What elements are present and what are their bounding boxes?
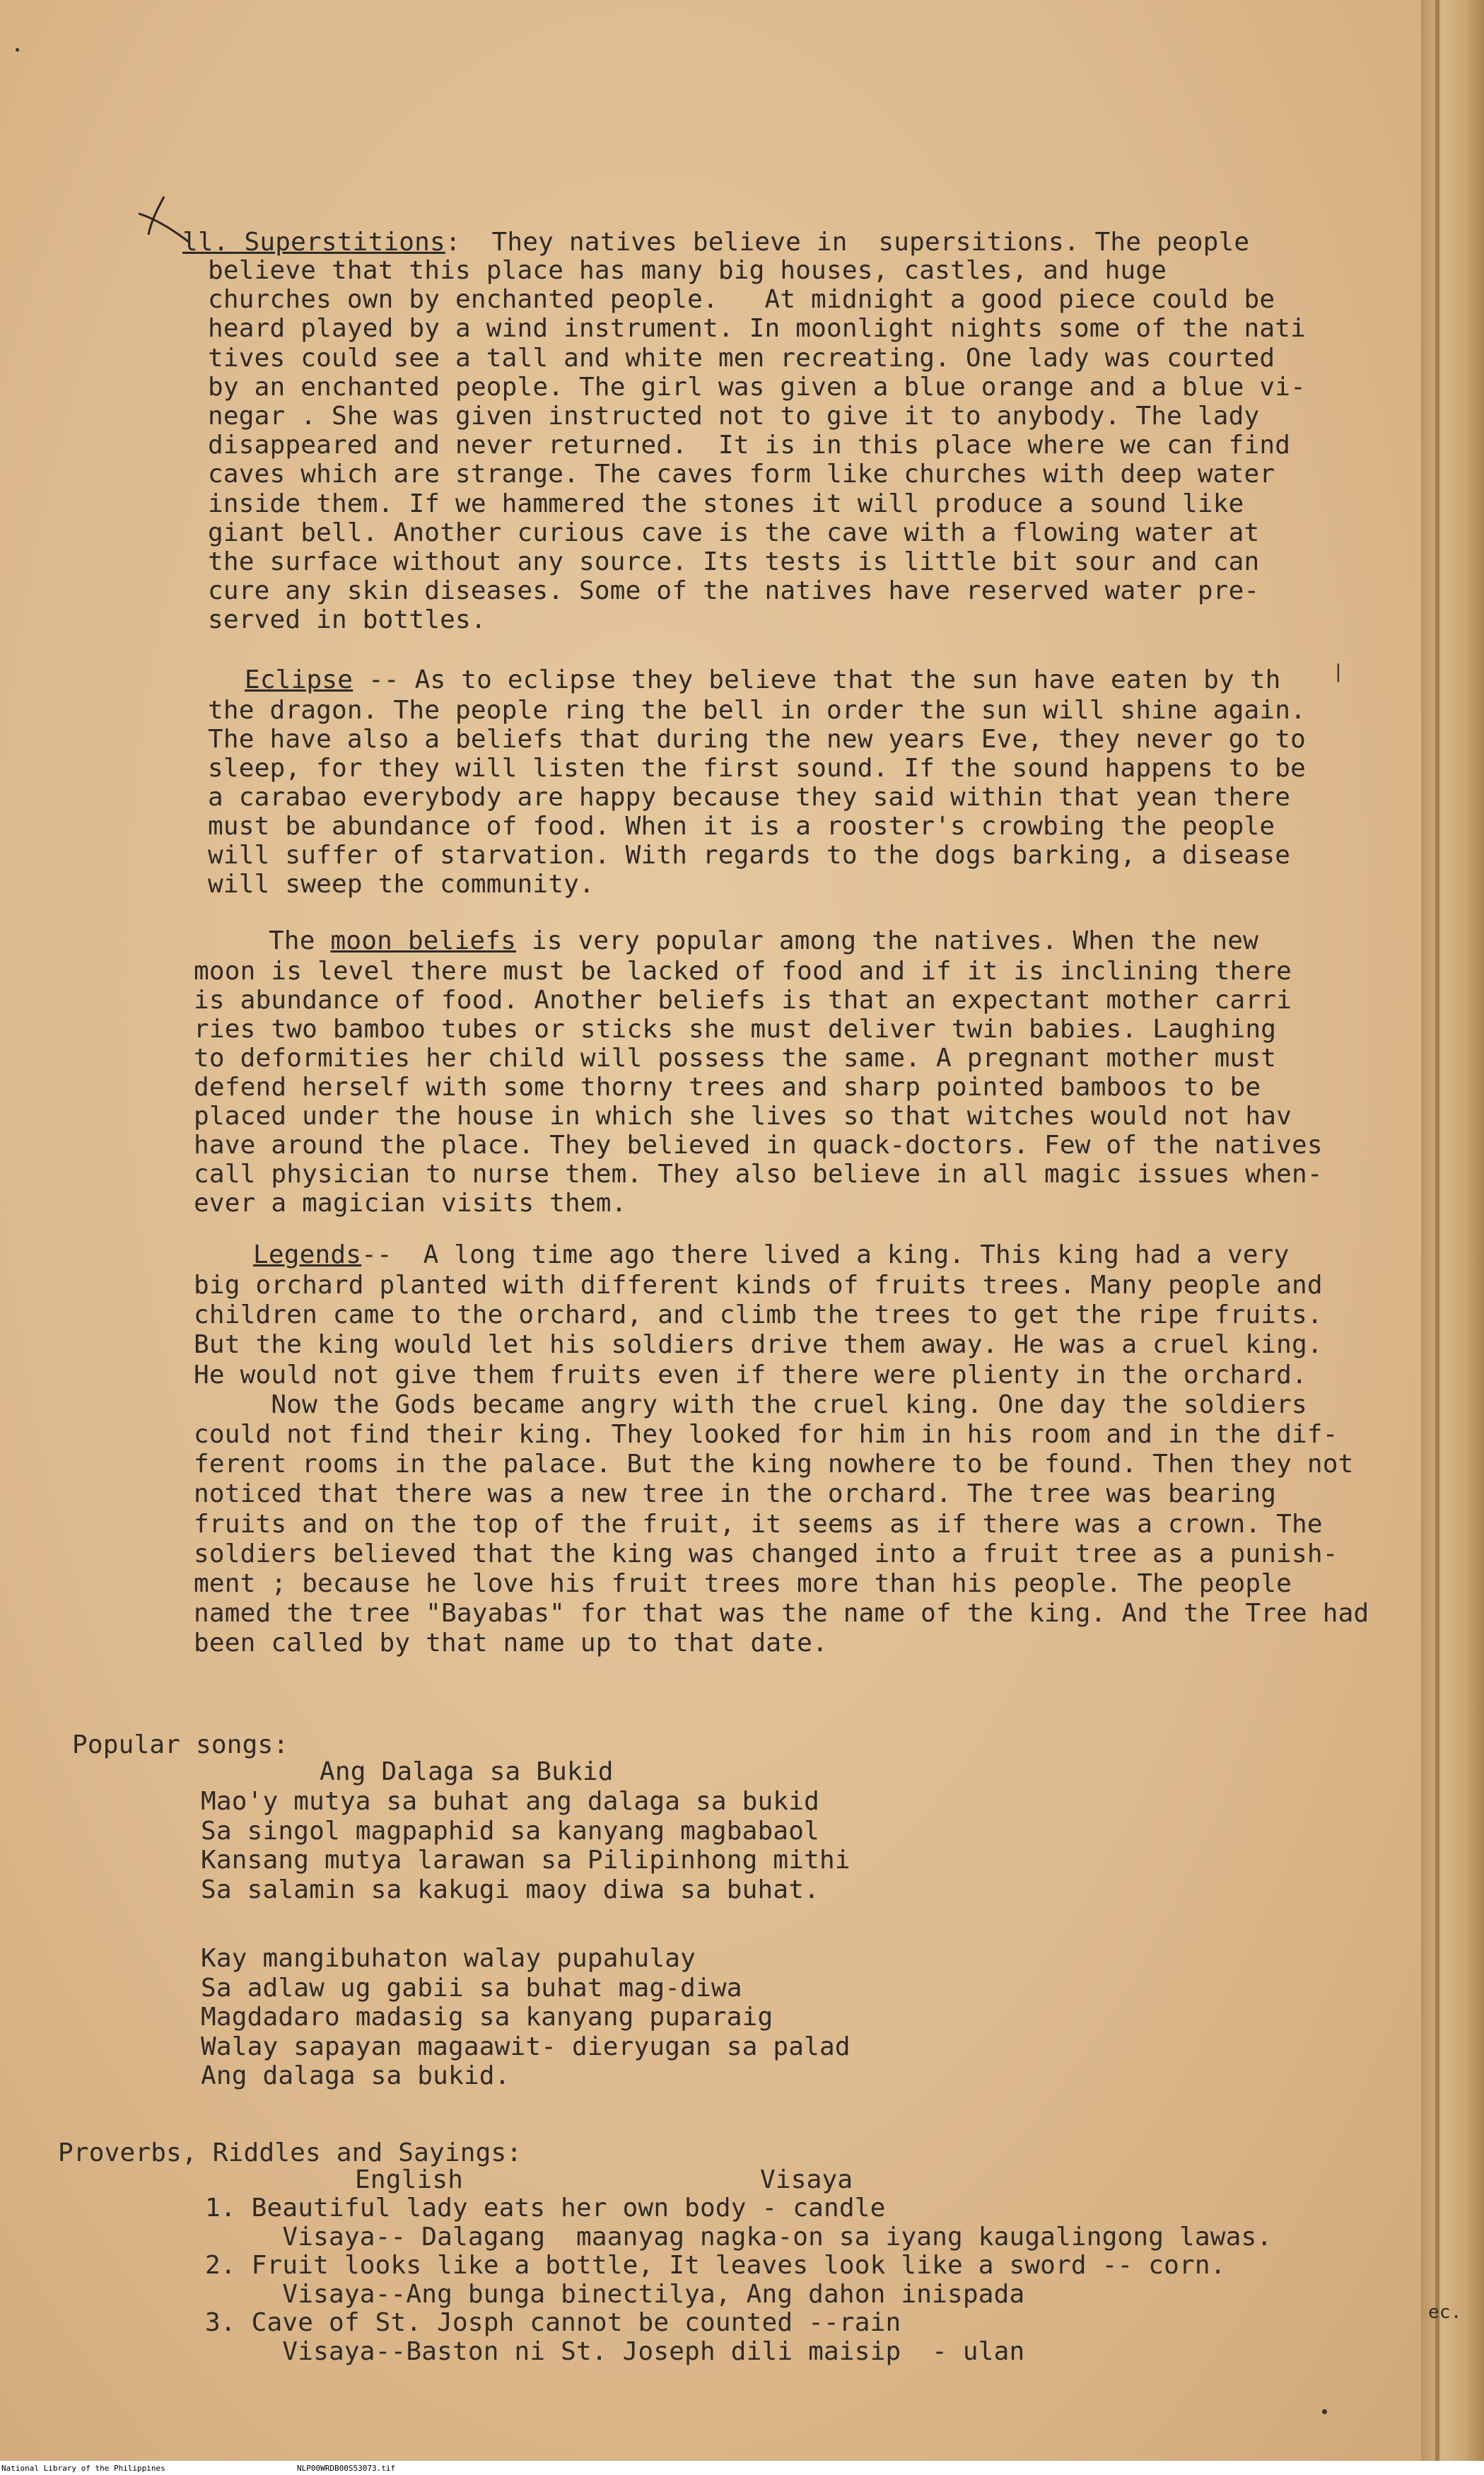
- footer-filename: NLP00WRDB00S53073.tif: [297, 2464, 396, 2473]
- moon-line: moon is level there must be lacked of food and if it is inclining there: [194, 957, 1292, 986]
- superstitions-line: negar . She was given instructed not to give it to anybody. The lady: [208, 402, 1260, 431]
- song-line: Ang dalaga sa bukid.: [201, 2061, 510, 2090]
- eclipse-line: must be abundance of food. When it is a rooster's crowbing the people: [208, 812, 1275, 841]
- legends-line: been called by that name up to that date.: [194, 1629, 828, 1658]
- moon-line: call physician to nurse them. They also believe in all magic issues when-: [194, 1160, 1323, 1189]
- proverbs-col-visaya: Visaya: [760, 2165, 853, 2194]
- superstitions-line: giant bell. Another curious cave is the cave with a flowing water at: [208, 518, 1260, 547]
- superstitions-heading: ll. Superstitions: [182, 228, 445, 257]
- superstitions-line: heard played by a wind instrument. In moonlight nights some of the nati: [208, 314, 1307, 344]
- scan-footer: [0, 2461, 1484, 2475]
- proverb-line: 2. Fruit looks like a bottle, It leaves look like a sword -- corn.: [205, 2251, 1226, 2280]
- superstitions-line: disappeared and never returned. It is in this place where we can find: [208, 431, 1291, 460]
- moon-line: is abundance of food. Another beliefs is that an expectant mother carri: [194, 986, 1292, 1015]
- eclipse-first-line: Eclipse -- As to eclipse they believe that the sun have eaten by th: [245, 665, 1281, 694]
- proverb-line: 1. Beautiful lady eats her own body - candle: [205, 2194, 886, 2223]
- song-line: Sa salamin sa kakugi maoy diwa sa buhat.: [201, 1875, 819, 1904]
- superstitions-line: by an enchanted people. The girl was given a blue orange and a blue vi-: [208, 372, 1307, 402]
- legends-line: soldiers believed that the king was changed into a fruit tree as a punish-: [194, 1539, 1338, 1568]
- moon-beliefs-heading: moon beliefs: [330, 926, 516, 955]
- margin-note: ec.: [1428, 2302, 1462, 2323]
- legends-line: He would not give them fruits even if there were plienty in the orchard.: [194, 1360, 1307, 1390]
- moon-line: have around the place. They believed in quack-doctors. Few of the natives: [194, 1131, 1323, 1160]
- superstitions-first-line: ll. Superstitions: They natives believe in supersitions. The people: [182, 228, 1250, 257]
- superstitions-line: believe that this place has many big houses, castles, and huge: [208, 256, 1167, 285]
- moon-line: ries two bamboo tubes or sticks she must deliver twin babies. Laughing: [194, 1015, 1277, 1044]
- legends-heading: Legends: [253, 1240, 362, 1269]
- eclipse-line: will sweep the community.: [208, 870, 595, 899]
- song-line: Magdadaro madasig sa kanyang puparaig: [201, 2003, 773, 2032]
- legends-first-line: Legends-- A long time ago there lived a king. This king had a very: [253, 1240, 1290, 1269]
- song-line: Sa adlaw ug gabii sa buhat mag-diwa: [201, 1973, 742, 2003]
- legends-line: big orchard planted with different kinds of fruits trees. Many people and: [194, 1271, 1323, 1300]
- legends-line: children came to the orchard, and climb the trees to get the ripe fruits.: [194, 1300, 1323, 1330]
- legends-line: ferent rooms in the palace. But the king nowhere to be found. Then they not: [194, 1450, 1354, 1479]
- song-line: Mao'y mutya sa buhat ang dalaga sa bukid: [201, 1787, 819, 1816]
- moon-line: placed under the house in which she lives so that witches would not hav: [194, 1102, 1292, 1131]
- eclipse-line: sleep, for they will listen the first sound. If the sound happens to be: [208, 754, 1307, 783]
- song-line: Walay sapayan magaawit- dieryugan sa palad: [201, 2032, 851, 2061]
- legends-line: But the king would let his soldiers drive them away. He was a cruel king.: [194, 1330, 1323, 1360]
- moon-line: to deformities her child will possess the same. A pregnant mother must: [194, 1044, 1277, 1073]
- page-edge-shadow: [1435, 0, 1439, 2475]
- eclipse-line: a carabao everybody are happy because they said within that yean there: [208, 783, 1291, 812]
- proverbs-col-english: English: [355, 2165, 464, 2194]
- superstitions-line: tives could see a tall and white men recreating. One lady was courted: [208, 343, 1275, 373]
- legends-line: fruits and on the top of the fruit, it seems as if there was a crown. The: [194, 1509, 1323, 1539]
- page-edge: [1421, 0, 1484, 2475]
- legends-line: could not find their king. They looked for him in his room and in the dif-: [194, 1420, 1338, 1449]
- proverb-line: Visaya--Baston ni St. Joseph dili maisip - ulan: [205, 2336, 1025, 2366]
- eclipse-line: the dragon. The people ring the bell in order the sun will shine again.: [208, 696, 1307, 725]
- legends-line: Now the Gods became angry with the cruel king. One day the soldiers: [194, 1390, 1307, 1419]
- eclipse-line: will suffer of starvation. With regards to the dogs barking, a disease: [208, 841, 1291, 870]
- legends-line: noticed that there was a new tree in the orchard. The tree was bearing: [194, 1479, 1277, 1509]
- superstitions-line: churches own by enchanted people. At midnight a good piece could be: [208, 285, 1275, 315]
- moon-line: ever a magician visits them.: [194, 1189, 627, 1218]
- proverb-line: Visaya-- Dalagang maanyag nagka-on sa iyang kaugalingong lawas.: [205, 2222, 1273, 2252]
- legends-line: named the tree "Bayabas" for that was the name of the king. And the Tree had: [194, 1599, 1369, 1629]
- proverbs-heading: Proverbs, Riddles and Sayings:: [58, 2138, 522, 2167]
- legends-line: ment ; because he love his fruit trees more than his people. The people: [194, 1569, 1292, 1598]
- proverb-line: Visaya--Ang bunga binectilya, Ang dahon inispada: [205, 2279, 1025, 2309]
- song-line: Kay mangibuhaton walay pupahulay: [201, 1944, 696, 1973]
- corner-dot: [16, 48, 19, 52]
- proverb-line: 3. Cave of St. Josph cannot be counted --rain: [205, 2308, 901, 2337]
- moon-first-line: The moon beliefs is very popular among the natives. When the new: [269, 926, 1258, 955]
- superstitions-line: inside them. If we hammered the stones it will produce a sound like: [208, 489, 1244, 518]
- songs-heading: Popular songs:: [72, 1730, 289, 1759]
- footer-source: National Library of the Philippines: [1, 2464, 165, 2473]
- page-dot: [1322, 2409, 1327, 2414]
- margin-tick: |: [1333, 661, 1344, 682]
- moon-line: defend herself with some thorny trees and sharp pointed bamboos to be: [194, 1073, 1261, 1102]
- superstitions-line: cure any skin diseases. Some of the natives have reserved water pre-: [208, 576, 1260, 606]
- superstitions-line: caves which are strange. The caves form like churches with deep water: [208, 460, 1275, 489]
- superstitions-line: served in bottles.: [208, 605, 486, 635]
- song-title: Ang Dalaga sa Bukid: [320, 1757, 614, 1786]
- song-line: Sa singol magpaphid sa kanyang magbabaol: [201, 1816, 819, 1846]
- song-line: Kansang mutya larawan sa Pilipinhong mithi: [201, 1846, 851, 1875]
- superstitions-line: the surface without any source. Its tests is little bit sour and can: [208, 547, 1260, 576]
- eclipse-heading: Eclipse: [245, 665, 354, 694]
- eclipse-line: The have also a beliefs that during the new years Eve, they never go to: [208, 725, 1307, 754]
